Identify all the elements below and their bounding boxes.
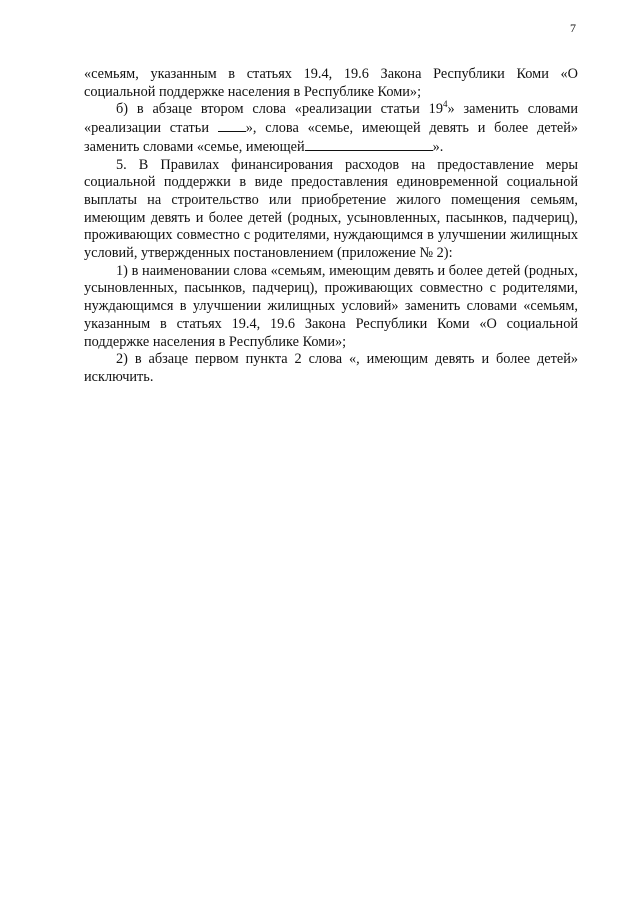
superscript: 4	[442, 99, 448, 110]
text-segment: ».	[432, 138, 444, 155]
paragraph-subitem-2: 2) в абзаце первом пункта 2 слова «, имеющим девять и более детей» исключить.	[84, 351, 578, 385]
paragraph-continuation: «семьям, указанным в статьях 19.4, 19.6 Закона Республики Коми «О социальной поддержке населения в Республике Коми»;	[84, 66, 578, 100]
page-number: 7	[570, 21, 576, 35]
blank-underline	[218, 119, 246, 132]
document-body	[84, 66, 578, 387]
paragraph-subitem-b	[84, 101, 578, 156]
blank-underline	[305, 138, 433, 151]
text-segment: б) в абзаце втором слова «реализации статьи 19	[116, 101, 443, 118]
paragraph-subitem-1: 1) в наименовании слова «семьям, имеющим девять и более детей (родных, усыновленных, пасынков, падчериц), проживающих совместно с родителями, нуждающимся в улучшении жилищных условий» заменить словами «семьям, указанным в статьях 19.4, 19.6 Закона Республики Коми «О социальной поддержке населения в Республике Коми»;	[84, 262, 578, 350]
text-segment: », слова «семье, имеющей девять и более детей» заменить словами «семье, имеющей	[84, 120, 578, 155]
paragraph-item-5: 5. В Правилах финансирования расходов на предоставление меры социальной поддержки в виде предоставления единовременной социальной выплаты на строительство или приобретение жилого помещения семьям, имеющим девять и более детей (родных, усыновленных, пасынков, падчериц), проживающих совместно с родителями, нуждающимся в улучшении жилищных условий, утвержденных постановлением (приложение № 2):	[84, 156, 578, 262]
text-segment: » заменить словами «реализации статьи	[84, 101, 578, 137]
